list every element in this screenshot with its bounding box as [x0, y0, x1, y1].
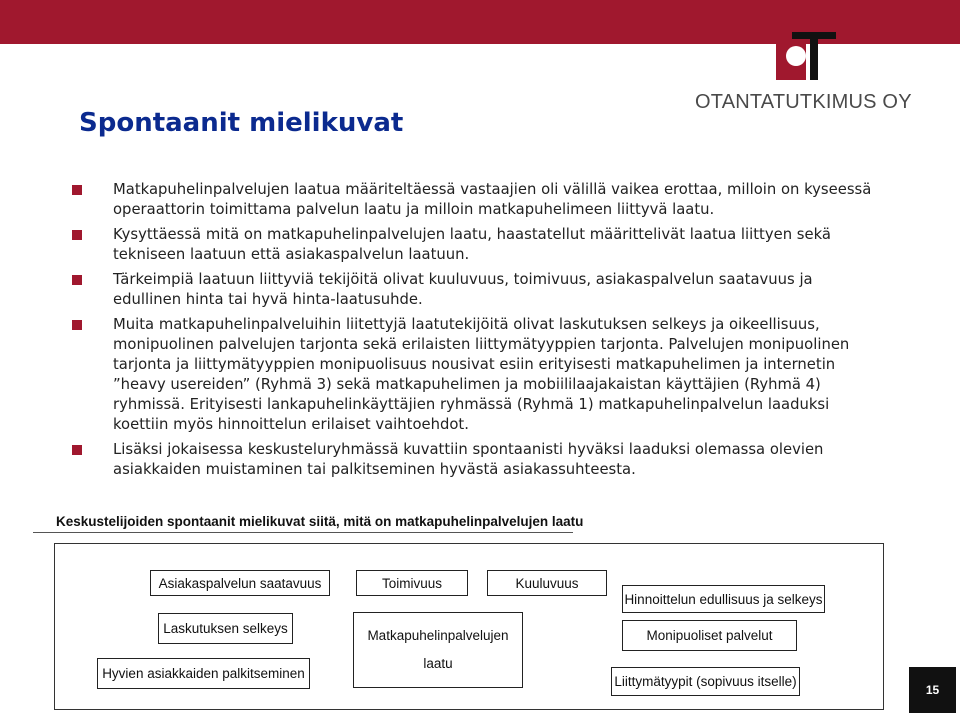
item-laskutus: Laskutuksen selkeys	[158, 613, 293, 644]
item-asiakkaiden-palkitseminen: Hyvien asiakkaiden palkitseminen	[97, 658, 310, 689]
bullet-item	[72, 180, 872, 220]
bullet-text: Kysyttäessä mitä on matkapuhelinpalvelujen laatu, haastatellut määrittelivät laatua liittyen sekä tekniseen laatuun että asiakaspalvelun laatuun.	[113, 226, 831, 263]
bullet-item	[72, 225, 872, 265]
item-toimivuus: Toimivuus	[356, 570, 468, 596]
slide-title: Spontaanit mielikuvat	[79, 108, 404, 138]
item-monipuoliset-palvelut: Monipuoliset palvelut	[622, 620, 797, 651]
heading-underline	[33, 532, 573, 533]
company-name: OTANTATUTKIMUS OY	[695, 91, 912, 113]
company-logo	[776, 32, 838, 80]
center-label-line2: laatu	[423, 656, 453, 671]
bullet-list	[72, 180, 872, 485]
diagram-heading: Keskustelijoiden spontaanit mielikuvat siitä, mitä on matkapuhelinpalvelujen laatu	[56, 514, 584, 529]
logo-t-stem	[810, 32, 818, 80]
item-kuuluvuus: Kuuluvuus	[487, 570, 607, 596]
item-hinnoittelu: Hinnoittelun edullisuus ja selkeys	[622, 585, 825, 613]
bullet-item	[72, 270, 872, 310]
bullet-text: Muita matkapuhelinpalveluihin liitettyjä laatutekijöitä olivat laskutuksen selkeys ja oikeellisuus, monipuolinen palvelujen tarjonta sekä erilaisten liittymätyyppien tarjonta. Palvelujen monipuolinen tarjonta ja liittymätyyppien monipuolisuus nousivat esiin erityisesti matkapuhelimen ja internetin ”heavy usereiden” (Ryhmä 3) sekä matkapuhelimen ja mobiililaajakaistan käyttäjien (Ryhmä 4) ryhmissä. Erityisesti lankapuhelinkäyttäjien ryhmässä (Ryhmä 1) matkapuhelinpalvelun laaduksi koettiin myös hinnoittelun erilaiset vaihtoehdot.	[113, 316, 850, 433]
bullet-text: Tärkeimpiä laatuun liittyviä tekijöitä olivat kuuluvuus, toimivuus, asiakaspalvelun saatavuus ja edullinen hinta tai hyvä hinta-laatusuhde.	[113, 271, 813, 308]
center-label-line1: Matkapuhelinpalvelujen	[367, 628, 509, 643]
item-liittymatyypit: Liittymätyypit (sopivuus itselle)	[611, 667, 800, 696]
bullet-item	[72, 315, 872, 435]
bullet-marker-icon	[72, 320, 82, 330]
bullet-marker-icon	[72, 185, 82, 195]
bullet-item	[72, 440, 872, 480]
logo-circle	[786, 46, 806, 66]
bullet-marker-icon	[72, 445, 82, 455]
bullet-text: Matkapuhelinpalvelujen laatua määriteltäessä vastaajien oli välillä vaikea erottaa, milloin on kyseessä operaattorin toimittama palvelun laatu ja milloin matkapuhelimeen liittyvä laatu.	[113, 181, 872, 218]
bullet-marker-icon	[72, 230, 82, 240]
bullet-text: Lisäksi jokaisessa keskusteluryhmässä kuvattiin spontaanisti hyväksi laaduksi olemassa olevien asiakkaiden muistaminen tai palkitseminen hyvästä asiakassuhteesta.	[113, 441, 824, 478]
page-number: 15	[909, 667, 956, 713]
bullet-marker-icon	[72, 275, 82, 285]
item-asiakaspalvelun-saatavuus: Asiakaspalvelun saatavuus	[150, 570, 330, 596]
diagram-center-box	[353, 612, 523, 688]
